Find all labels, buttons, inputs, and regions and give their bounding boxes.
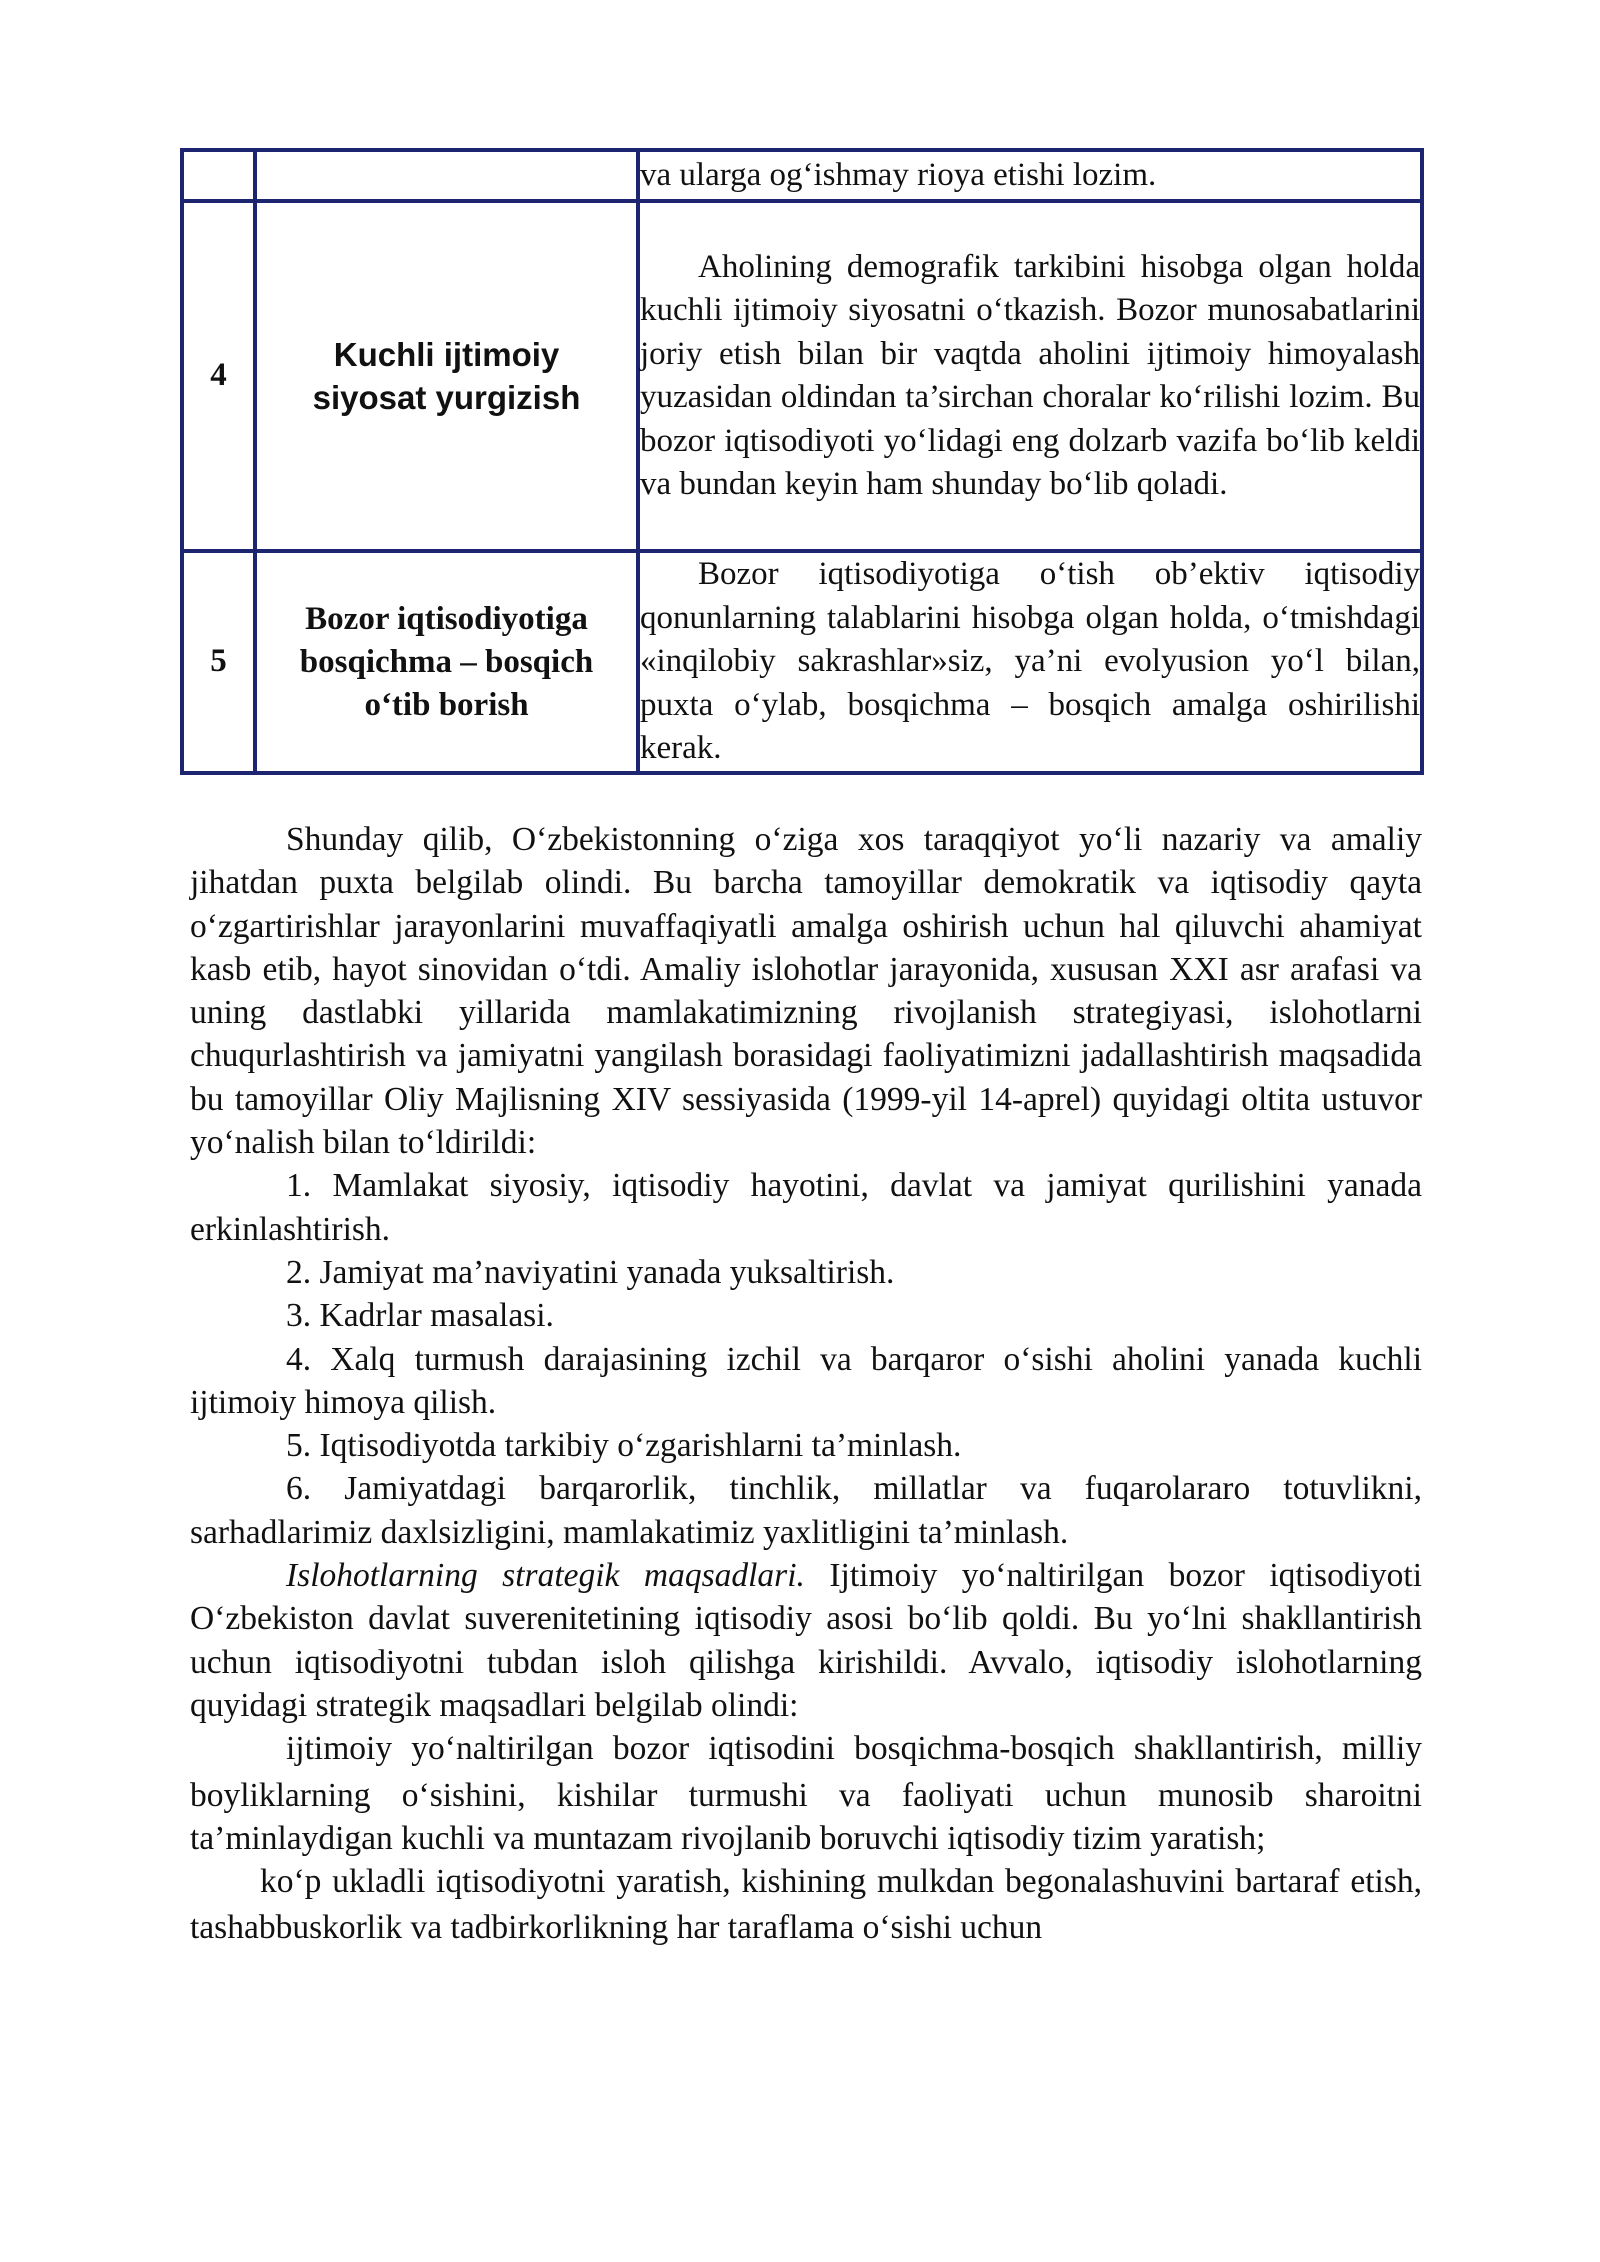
principle-name-cell (255, 150, 638, 201)
principle-description-cell (638, 201, 1422, 551)
row-number-cell: 5 (182, 551, 255, 773)
bullet-text: ijtimoiy yo‘naltirilgan bozor iqtisodini bosqichma-bosqich shakllantirish, milliy boyliklarning o‘sishini, kishilar turmushi va faoliyati uchun munosib sharoitni ta’minlaydigan kuchli va muntazam rivojlanib boruvchi iqtisodiy tizim yaratish; (190, 1730, 1422, 1857)
table-row (182, 150, 1422, 201)
list-item: 6. Jamiyatdagi barqarorlik, tinchlik, millatlar va fuqarolararo totuvlikni, sarhadlarimiz daxlsizligini, mamlakatimiz yaxlitligini ta’minlash. (190, 1470, 1422, 1551)
principle-name-line: bosqichma – bosqich (299, 643, 594, 680)
principle-name-line: Kuchli ijtimoiy (333, 336, 560, 373)
table-row (182, 201, 1422, 551)
body-text (190, 818, 1422, 1950)
description-text: Bozor iqtisodiyotiga o‘tish ob’ektiv iqtisodiy qonunlarning talablarini hisobga olgan holda, o‘tmishdagi «inqilobiy sakrashlar»siz, ya’ni evolyusion yo‘l bilan, puxta o‘ylab, bosqichma – bosqich amalga oshirilishi kerak. (640, 556, 1420, 767)
list-item: 4. Xalq turmush darajasining izchil va barqaror o‘sishi aholini yanada kuchli ijtimoiy himoya qilish. (190, 1340, 1422, 1421)
description-text: Aholining demografik tarkibini hisobga olgan holda kuchli ijtimoiy siyosatni o‘tkazish. Bozor munosabatlarini joriy etish bilan bir vaqtda aholini ijtimoiy himoyalash yuzasidan oldindan ta’sirchan choralar ko‘rilishi lozim. Bu bozor iqtisodiyoti yo‘lidagi eng dolzarb vazifa bo‘lib keldi va bundan keyin ham shunday bo‘lib qoladi. (640, 248, 1420, 502)
principle-name-cell (255, 551, 638, 773)
principle-name-line: Bozor iqtisodiyotiga (305, 600, 588, 637)
bullet-item (190, 1727, 1422, 1860)
principle-description-cell (638, 150, 1422, 201)
table-row (182, 551, 1422, 773)
row-number-cell: 4 (182, 201, 255, 551)
list-item: 5. Iqtisodiyotda tarkibiy o‘zgarishlarni ta’minlash. (286, 1427, 962, 1465)
list-item: 2. Jamiyat ma’naviyatini yanada yuksaltirish. (286, 1253, 895, 1291)
paragraph-text: Ijtimoiy yo‘naltirilgan bozor iqtisodiyoti O‘zbekiston davlat suverenitetining iqtisodiy asosi bo‘lib qoldi. Bu yo‘lni shakllantirish uchun iqtisodiyotni tubdan isloh qilishga kirishildi. Avvalo, iqtisodiy islohotlarning quyidagi strategik maqsadlari belgilab olindi: (190, 1557, 1422, 1724)
list-item: 1. Mamlakat siyosiy, iqtisodiy hayotini, davlat va jamiyat qurilishini yanada erkinlashtirish. (190, 1167, 1422, 1248)
principle-name-line: siyosat yurgizish (312, 379, 581, 416)
principles-table (180, 148, 1424, 775)
paragraph: Shunday qilib, O‘zbekistonning o‘ziga xos taraqqiyot yo‘li nazariy va amaliy jihatdan puxta belgilab olindi. Bu barcha tamoyillar demokratik va iqtisodiy qayta o‘zgartirishlar jarayonlarini muvaffaqiyatli amalga oshirish uchun hal qiluvchi ahamiyat kasb etib, hayot sinovidan o‘tdi. Amaliy islohotlar jarayonida, xususan XXI asr arafasi va uning dastlabki yillarida mamlakatimizning rivojlanish strategiyasi, islohotlarni chuqurlashtirish va jamiyatni yangilash borasidagi faoliyatimizni jadallashtirish maqsadida bu tamoyillar Oliy Majlisning XIV sessiyasida (1999-yil 14-aprel) quyidagi oltita ustuvor yo‘nalish bilan to‘ldirildi: (190, 821, 1422, 1162)
bullet-text: ko‘p ukladli iqtisodiyotni yaratish, kishining mulkdan begonalashuvini bartaraf etish, tashabbuskorlik va tadbirkorlikning har taraflama o‘sishi uchun (190, 1863, 1422, 1947)
paragraph (190, 1554, 1422, 1727)
bullet-item (190, 1860, 1422, 1950)
row-number-cell (182, 150, 255, 201)
principle-name-line: o‘tib borish (364, 686, 529, 723)
principle-name-cell (255, 201, 638, 551)
list-item: 3. Kadrlar masalasi. (286, 1297, 554, 1335)
description-text: va ularga og‘ishmay rioya etishi lozim. (640, 156, 1157, 193)
section-heading-italic: Islohotlarning strategik maqsadlari. (286, 1557, 805, 1595)
principle-description-cell (638, 551, 1422, 773)
